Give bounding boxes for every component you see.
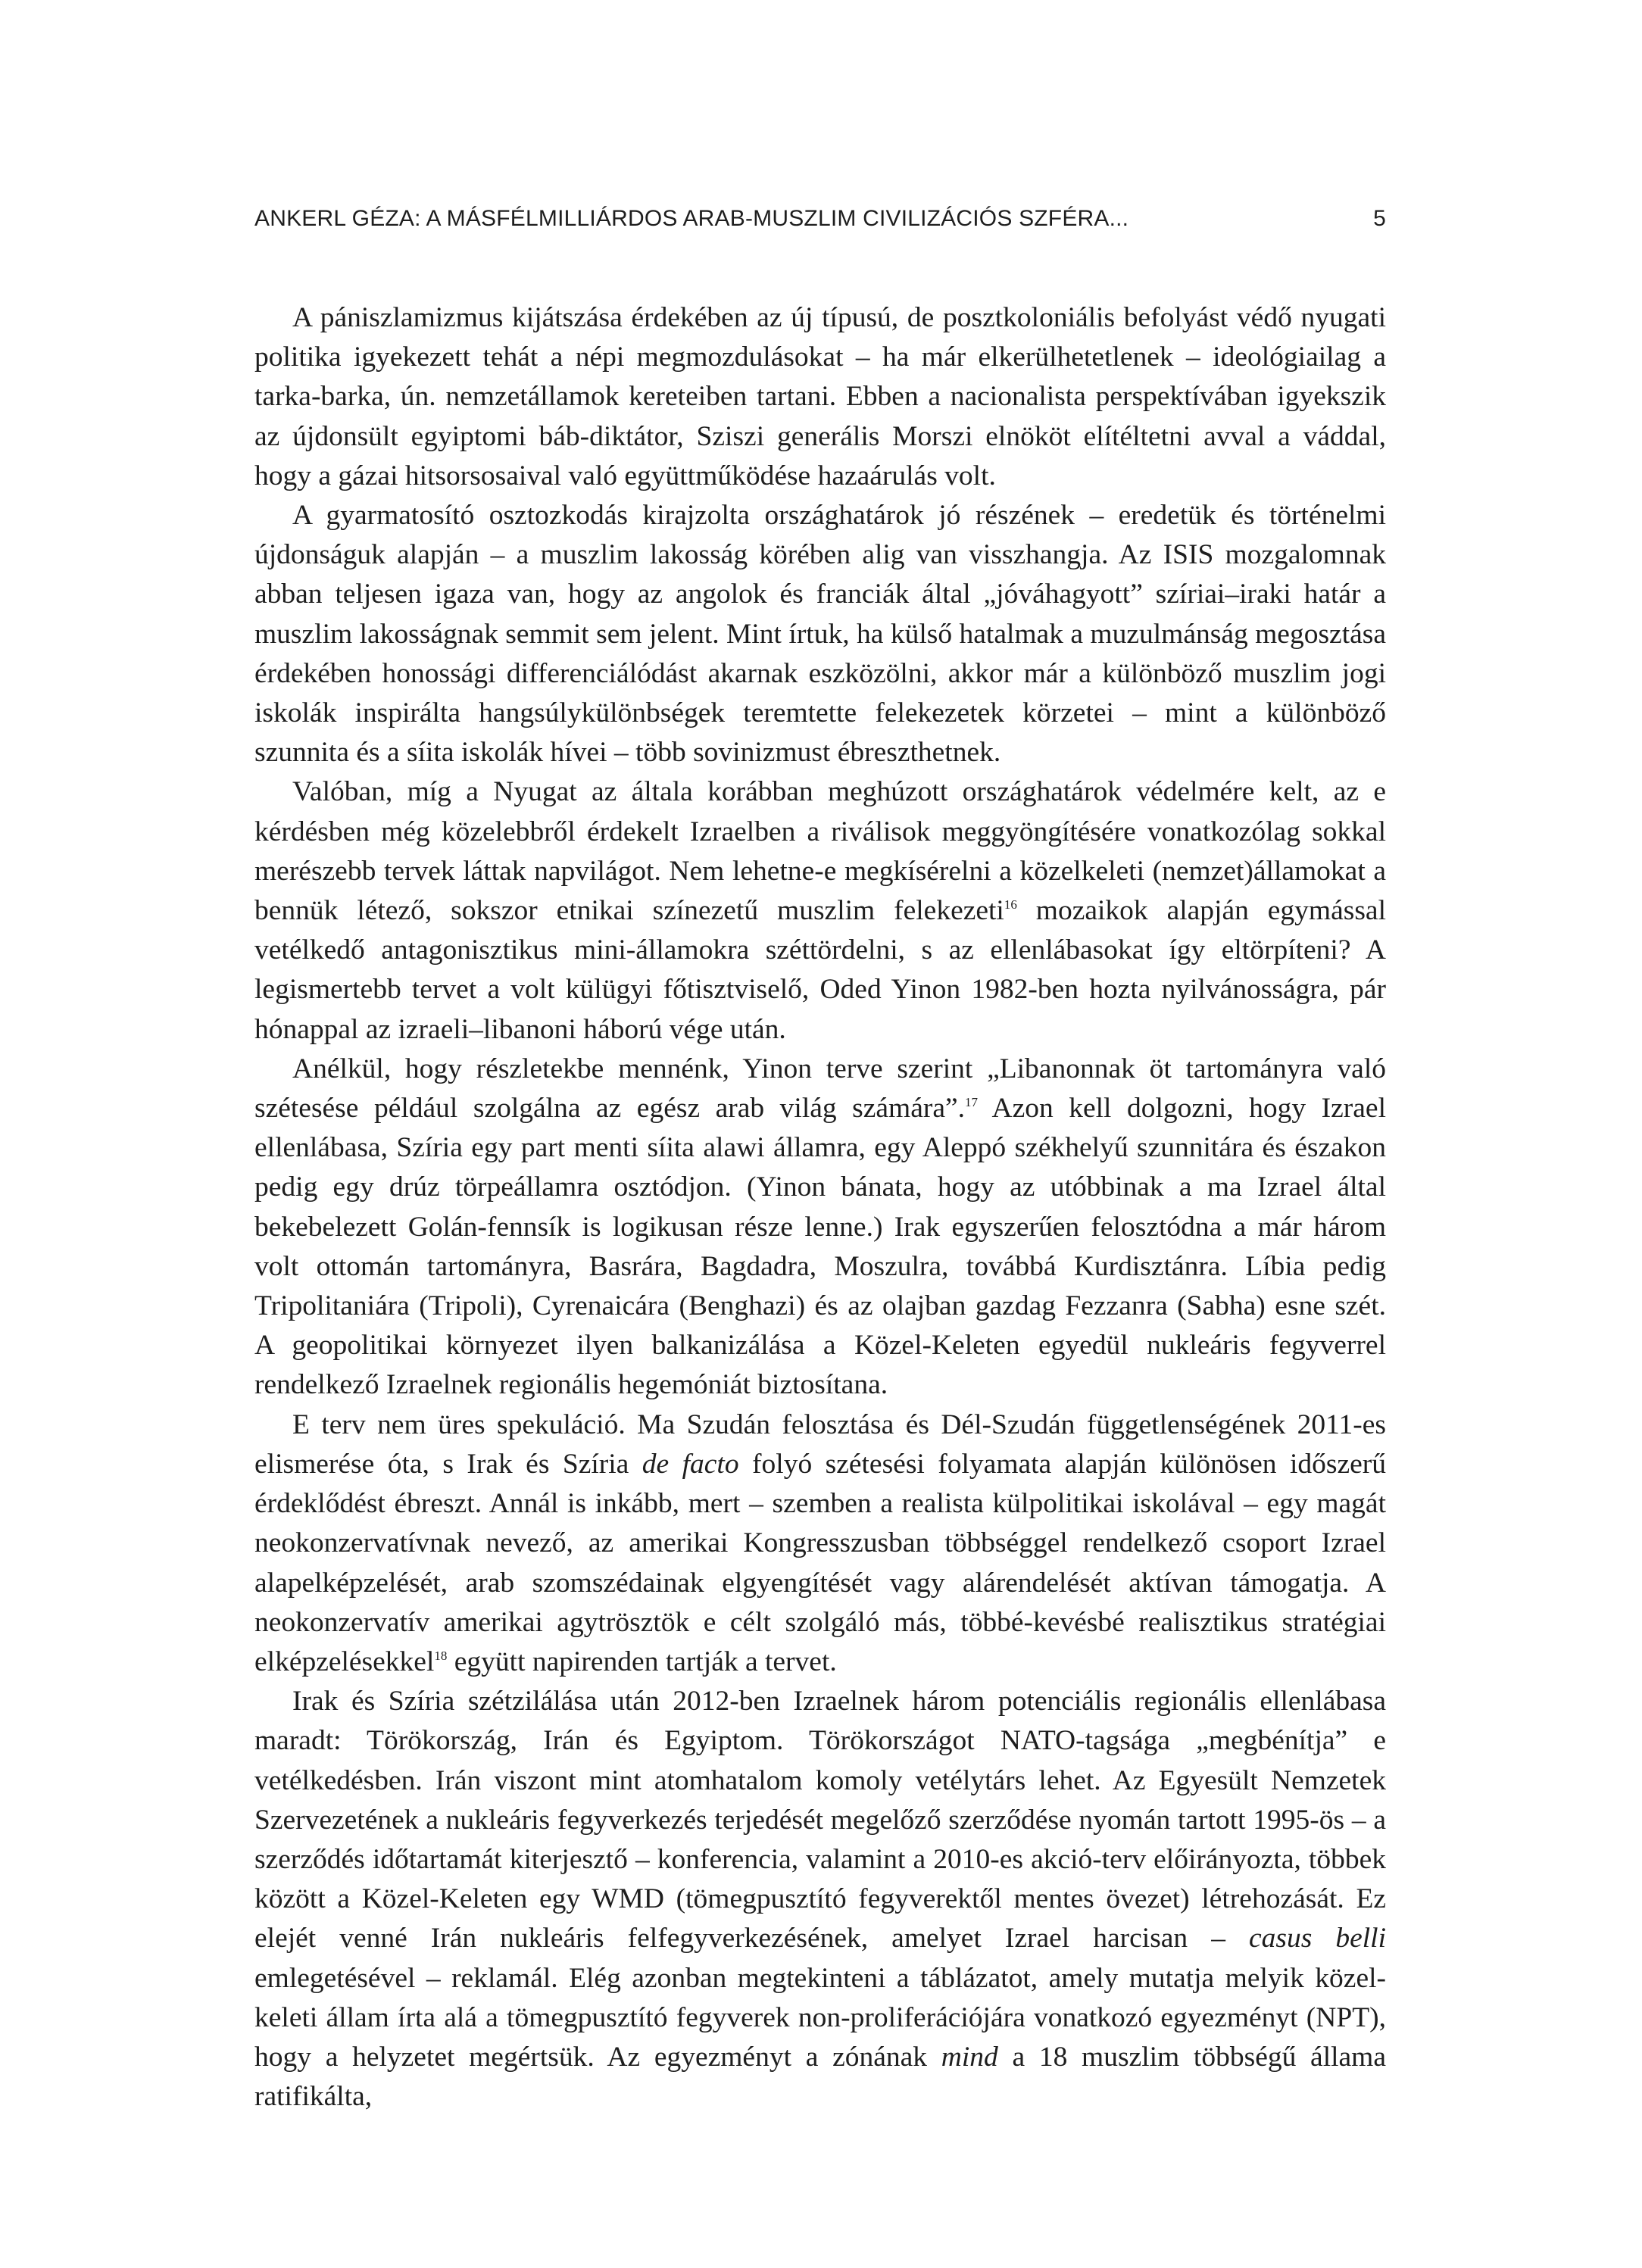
footnote-marker[interactable]: 17 xyxy=(965,1095,979,1110)
body-text xyxy=(254,298,1386,2117)
page-number: 5 xyxy=(1373,206,1386,231)
paragraph: Irak és Szíria szétzilálása után 2012-ben Izraelnek három potenciális regionális ellenlábasa maradt: Törökország, Irán és Egyiptom. Törökországot NATO-tagsága „megbénítja” e vetélkedésben. Irán viszont mint atomhatalom komoly vetélytárs lehet. Az Egyesült Nemzetek Szervezetének a nukleáris fegyverkezés terjedését megelőző szerződése nyomán tartott 1995-ös – a szerződés időtartamát kiterjesztő – konferencia, valamint a 2010-es akció-terv előirányozta, többek között a Közel-Keleten egy WMD (tömegpusztító fegyverektől mentes övezet) létrehozását. Ez elejét venné Irán nukleáris felfegyverkezésének, amelyet Izrael harcisan – casus belli emlegetésével – reklamál. Elég azonban megtekinteni a táblázatot, amely mutatja melyik közel-keleti állam írta alá a tömegpusztító fegyverek non-proliferációjára vonatkozó egyezményt (NPT), hogy a helyzetet megértsük. Az egyezményt a zónának mind a 18 muszlim többségű állama ratifikálta, xyxy=(254,1686,1386,2113)
paragraph: Anélkül, hogy részletekbe mennénk, Yinon terve szerint „Libanonnak öt tartományra való szétesése például szolgálna az egész arab világ számára”.$^{17}$ Azon kell dolgozni, hogy Izrael ellenlábasa, Szíria egy part menti síita alawi államra, egy Aleppó székhelyű szunnitára és északon pedig egy drúz törpeállamra osztódjon. (Yinon bánata, hogy az utóbbinak a ma Izrael által bekebelezett Golán-fennsík is logikusan része lenne.) Irak egyszerűen felosztódna a már három volt ottomán tartományra, Basrára, Bagdadra, Moszulra, továbbá Kurdisztánra. Líbia pedig Tripolitaniára (Tripoli), Cyrenaicára (Benghazi) és az olajban gazdag Fezzanra (Sabha) esne szét. A geopolitikai környezet ilyen balkanizálása a Közel-Keleten egyedül nukleáris fegyverrel rendelkező Izraelnek regionális hegemóniát biztosítana. xyxy=(254,1053,1386,1401)
paragraph: Valóban, míg a Nyugat az általa korábban meghúzott országhatárok védelmére kelt, az e kérdésben még közelebbről érdekelt Izraelben a riválisok meggyöngítésére vonatkozólag sokkal merészebb tervek láttak napvilágot. Nem lehetne-e megkísérelni a közelkeleti (nemzet)államokat a bennük létező, sokszor etnikai színezetű muszlim felekezeti$^{16}$ mozaikok alapján egymással vetélkedő antagonisztikus mini-államokra széttördelni, s az ellenlábasokat így eltörpíteni? A legismertebb tervet a volt külügyi főtisztviselő, Oded Yinon 1982-ben hozta nyilvánosságra, pár hónappal az izraeli–libanoni háború vége után. xyxy=(254,776,1386,1045)
italic-phrase: mind xyxy=(941,2041,998,2073)
paragraph: A pániszlamizmus kijátszása érdekében az új típusú, de posztkoloniális befolyást védő nyugati politika igyekezett tehát a népi megmozdulásokat – ha már elkerülhetetlenek – ideológiailag a tarka-barka, ún. nemzetállamok kereteiben tartani. Ebben a nacionalista perspektívában igyekszik az újdonsült egyiptomi báb-diktátor, Sziszi generális Morszi elnököt elítéltetni avval a váddal, hogy a gázai hitsorsosaival való együttműködése hazaárulás volt. xyxy=(254,302,1386,491)
paragraph: E terv nem üres spekuláció. Ma Szudán felosztása és Dél-Szudán függetlenségének 2011-es elismerése óta, s Irak és Szíria de facto folyó szétesési folyamata alapján különösen időszerű érdeklődést ébreszt. Annál is inkább, mert – szemben a realista külpolitikai iskolával – egy magát neokonzervatívnak nevező, az amerikai Kongresszusban többséggel rendelkező csoport Izrael alapelképzelését, arab szomszédainak elgyengítését vagy alárendelését aktívan támogatja. A neokonzervatív amerikai agytrösztök e célt szolgáló más, többé-kevésbé realisztikus stratégiai elképzelésekkel$^{18}$ együtt napirenden tartják a tervet. xyxy=(254,1409,1386,1677)
running-title: ANKERL GÉZA: A MÁSFÉLMILLIÁRDOS ARAB-MUSZLIM CIVILIZÁCIÓS SZFÉRA... xyxy=(254,206,1129,231)
italic-phrase: casus belli xyxy=(1248,1923,1386,1954)
running-header xyxy=(254,206,1386,239)
paragraph: A gyarmatosító osztozkodás kirajzolta országhatárok jó részének – eredetük és történelmi újdonságuk alapján – a muszlim lakosság körében alig van visszhangja. Az ISIS mozgalomnak abban teljesen igaza van, hogy az angolok és franciák által „jóváhagyott” szíriai–iraki határ a muszlim lakosságnak semmit sem jelent. Mint írtuk, ha külső hatalmak a muzulmánság megosztása érdekében honossági differenciálódást akarnak eszközölni, akkor már a különböző muszlim jogi iskolák inspirálta hangsúlykülönbségek teremtette felekezetek körzetei – mint a különböző szunnita és a síita iskolák hívei – több sovinizmust ébreszthetnek. xyxy=(254,500,1386,769)
footnote-marker[interactable]: 16 xyxy=(1004,897,1017,913)
footnote-marker[interactable]: 18 xyxy=(434,1648,448,1663)
italic-phrase: de facto xyxy=(642,1448,739,1480)
